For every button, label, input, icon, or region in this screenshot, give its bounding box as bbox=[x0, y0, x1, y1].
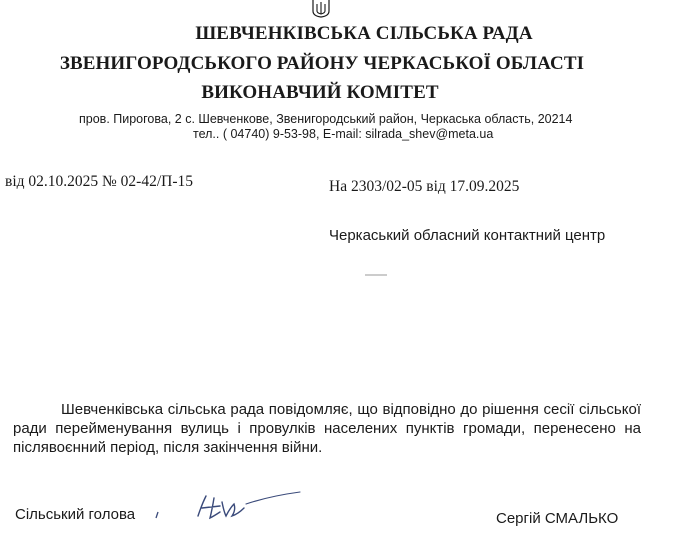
trident-icon bbox=[309, 0, 333, 18]
handwritten-signature bbox=[150, 486, 310, 526]
district-name: ЗВЕНИГОРОДСЬКОГО РАЙОНУ ЧЕРКАСЬКОЇ ОБЛАСТІ bbox=[59, 53, 585, 74]
committee-name: ВИКОНАВЧИЙ КОМІТЕТ bbox=[201, 82, 439, 103]
address-line: пров. Пирогова, 2 с. Шевченкове, Звенигородський район, Черкаська область, 20214 bbox=[79, 112, 573, 126]
signatory-title: Сільський голова bbox=[15, 506, 136, 523]
recipient: Черкаський обласний контактний центр bbox=[329, 227, 606, 244]
letter-body: Шевченківська сільська рада повідомляє, що відповідно до рішення сесії сільської ради перейменування вулиць і провулків населених пунктів громади, перенесено на післявоєнний період, після закінчення війни. bbox=[13, 401, 641, 456]
scan-mark bbox=[365, 273, 387, 277]
signatory-name: Сергій СМАЛЬКО bbox=[496, 510, 619, 527]
council-name: ШЕВЧЕНКІВСЬКА СІЛЬСЬКА РАДА bbox=[195, 23, 533, 44]
outgoing-reference: від 02.10.2025 № 02-42/П-15 bbox=[5, 173, 193, 190]
contacts-line: тел.. ( 04740) 9-53-98, E-mail: silrada_shev@meta.ua bbox=[193, 127, 494, 141]
incoming-reference: На 2303/02-05 від 17.09.2025 bbox=[329, 178, 520, 195]
